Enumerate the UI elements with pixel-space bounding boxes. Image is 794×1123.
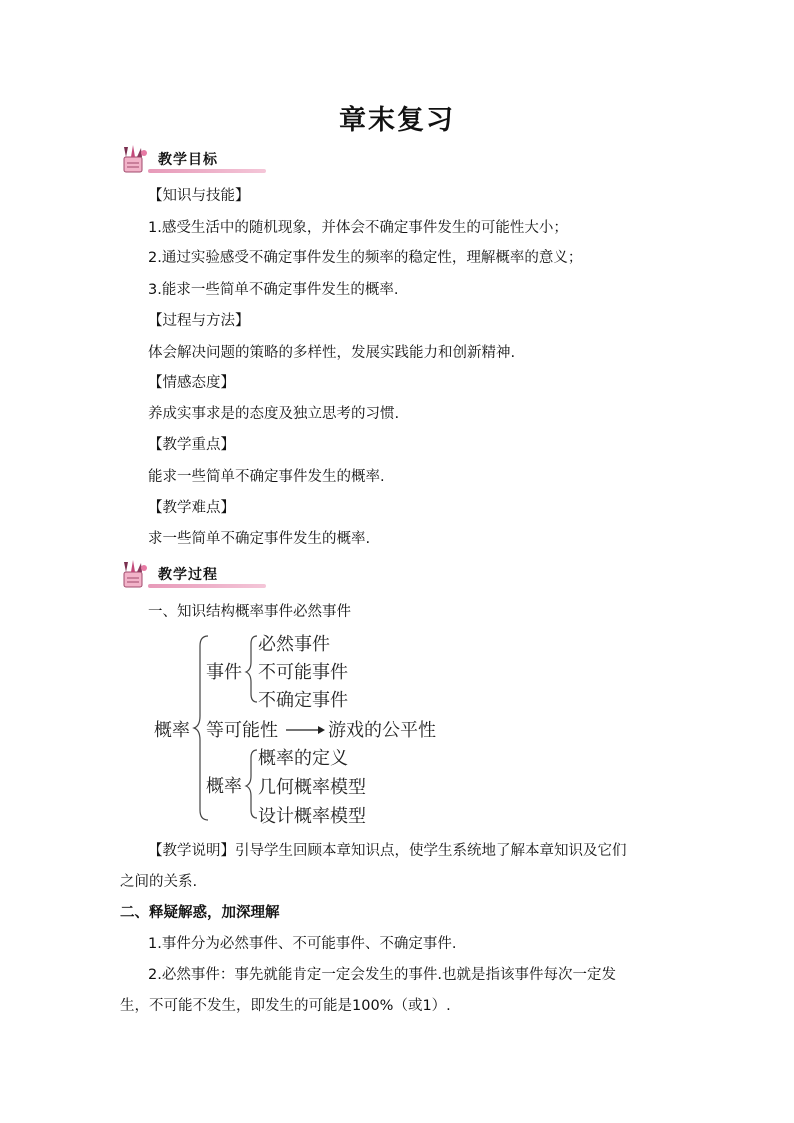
badge-label: 教学过程 [158,567,218,583]
knowledge-item: 3.能求一些简单不确定事件发生的概率. [148,282,399,298]
diagram-prob: 概率 [206,776,242,797]
knowledge-item: 1.感受生活中的随机现象，并体会不确定事件发生的可能性大小； [148,220,568,236]
pencil-cup-icon [118,143,152,175]
page-title: 章末复习 [339,105,455,136]
knowledge-header: 【知识与技能】 [148,188,250,204]
part2-title: 二、释疑解惑，加深理解 [120,905,280,921]
teaching-note-label: 【教学说明】 [148,843,235,859]
diagram-equal-target: 游戏的公平性 [328,720,436,741]
difficulty-text: 求一些简单不确定事件发生的概率. [148,531,371,547]
diagram-event-item: 不确定事件 [258,690,348,711]
attitude-header: 【情感态度】 [148,375,235,391]
section-badge-objectives [118,143,263,175]
difficulty-header: 【教学难点】 [148,500,235,516]
teaching-note-line1 [148,841,627,861]
pencil-cup-icon [118,558,152,590]
diagram-event-item: 必然事件 [258,634,330,655]
key-text: 能求一些简单不确定事件发生的概率. [148,469,385,485]
diagram-event-item: 不可能事件 [258,662,348,683]
knowledge-structure-diagram [150,628,470,833]
badge-label: 教学目标 [158,152,218,168]
part1-title: 一、知识结构概率事件必然事件 [148,604,351,620]
diagram-prob-item: 设计概率模型 [258,806,366,827]
section-badge-process [118,558,263,590]
diagram-prob-item: 几何概率模型 [258,777,366,798]
part2-item: 1.事件分为必然事件、不可能事件、不确定事件. [148,936,457,952]
part2-item: 生，不可能不发生，即发生的可能是100%（或1）. [120,998,451,1014]
part2-item: 2.必然事件：事先就能肯定一定会发生的事件.也就是指该事件每次一定发 [148,967,616,983]
diagram-event: 事件 [206,662,242,683]
diagram-root: 概率 [154,720,190,741]
method-header: 【过程与方法】 [148,313,250,329]
diagram-equal: 等可能性 [206,720,278,741]
diagram-prob-item: 概率的定义 [258,748,348,769]
knowledge-item: 2.通过实验感受不确定事件发生的频率的稳定性，理解概率的意义； [148,250,583,266]
teaching-note-line2: 之间的关系. [120,874,198,890]
attitude-text: 养成实事求是的态度及独立思考的习惯. [148,406,400,422]
method-text: 体会解决问题的策略的多样性，发展实践能力和创新精神. [148,345,516,361]
key-header: 【教学重点】 [148,437,235,453]
teaching-note-text: 引导学生回顾本章知识点，使学生系统地了解本章知识及它们 [235,843,627,859]
